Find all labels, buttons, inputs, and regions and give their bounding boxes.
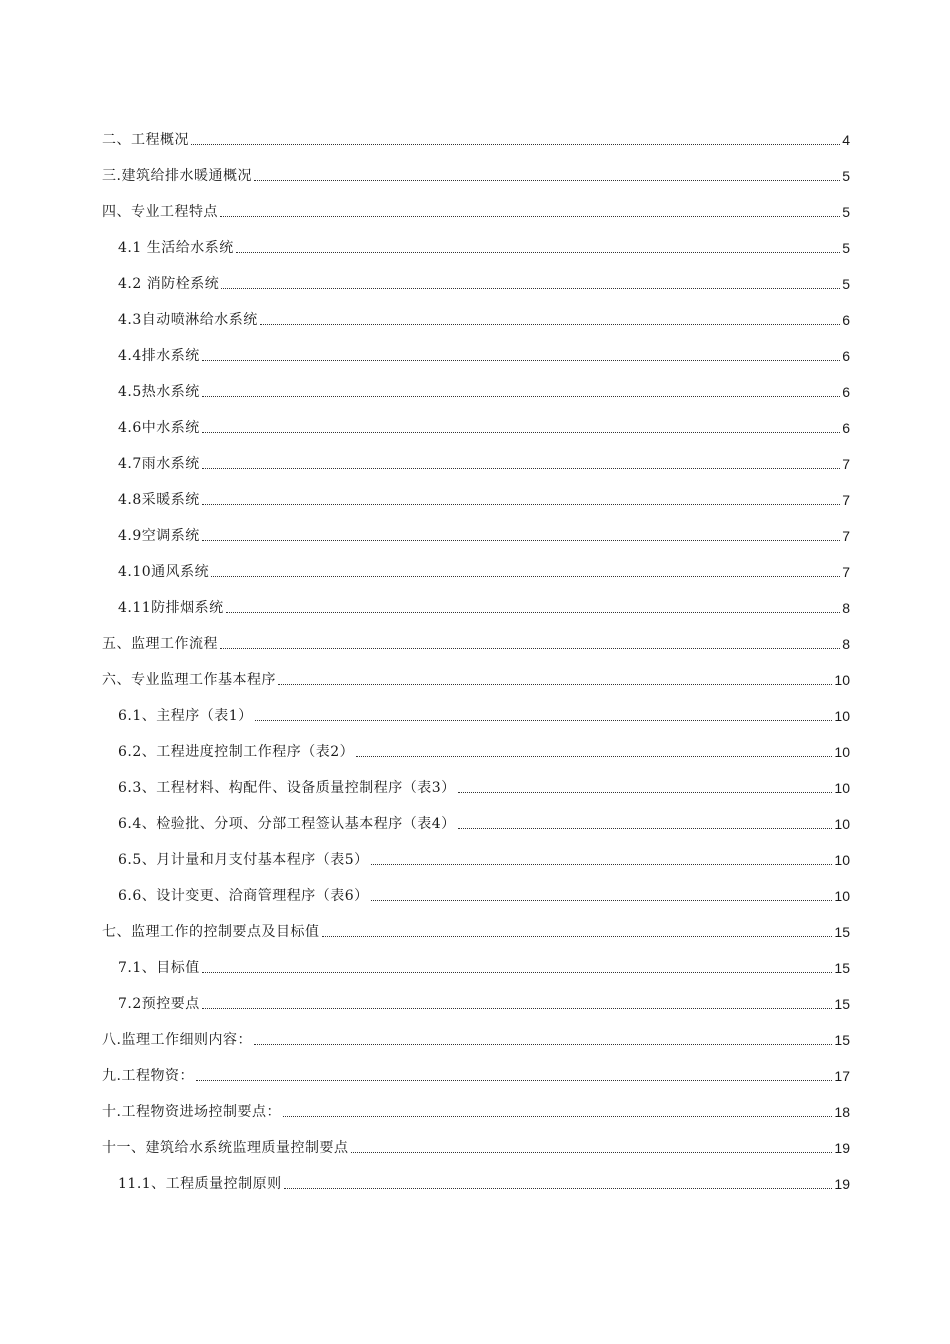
toc-entry-title: 4.1 生活给水系统 [118,240,234,256]
toc-entry[interactable] [102,302,850,338]
toc-dot-leader [255,719,833,721]
toc-entry-page-number: 8 [842,636,850,652]
toc-dot-leader [458,827,833,829]
toc-entry-title: 6.5、月计量和月支付基本程序（表5） [118,852,369,868]
toc-entry[interactable] [102,1166,850,1202]
toc-dot-leader [278,683,832,685]
toc-entry-page-number: 18 [834,1104,850,1120]
toc-entry[interactable] [102,662,850,698]
toc-entry-page-number: 10 [834,852,850,868]
toc-dot-leader [371,863,833,865]
toc-entry-page-number: 19 [834,1140,850,1156]
toc-entry[interactable] [102,950,850,986]
toc-dot-leader [202,971,833,973]
toc-dot-leader [202,359,840,361]
toc-dot-leader [254,179,840,181]
toc-entry[interactable] [102,554,850,590]
toc-entry-title: 三.建筑给排水暖通概况 [102,168,252,184]
toc-entry-page-number: 6 [842,420,850,436]
toc-dot-leader [371,899,833,901]
toc-entry-title: 4.9空调系统 [118,528,200,544]
toc-entry[interactable] [102,338,850,374]
toc-dot-leader [191,143,840,145]
toc-entry-title: 4.2 消防栓系统 [118,276,220,292]
toc-dot-leader [351,1151,833,1153]
toc-entry[interactable] [102,734,850,770]
toc-entry-page-number: 5 [842,240,850,256]
toc-entry-title: 4.3自动喷淋给水系统 [118,312,258,328]
toc-entry-page-number: 15 [834,1032,850,1048]
toc-dot-leader [254,1043,832,1045]
toc-entry[interactable] [102,446,850,482]
toc-entry-page-number: 6 [842,312,850,328]
toc-entry[interactable] [102,266,850,302]
toc-dot-leader [221,287,840,289]
toc-entry[interactable] [102,194,850,230]
toc-entry-page-number: 10 [834,708,850,724]
toc-entry-title: 7.1、目标值 [118,960,200,976]
toc-entry-title: 五、监理工作流程 [102,636,218,652]
toc-entry-title: 4.7雨水系统 [118,456,200,472]
toc-entry[interactable] [102,770,850,806]
toc-entry-page-number: 17 [834,1068,850,1084]
toc-entry-page-number: 7 [842,492,850,508]
toc-entry-title: 十一、建筑给水系统监理质量控制要点 [102,1140,349,1156]
toc-entry-title: 6.3、工程材料、构配件、设备质量控制程序（表3） [118,780,456,796]
toc-entry-title: 九.工程物资： [102,1068,194,1084]
toc-dot-leader [260,323,840,325]
toc-dot-leader [220,215,840,217]
toc-entry-page-number: 5 [842,168,850,184]
toc-entry-title: 二、工程概况 [102,132,189,148]
toc-entry-title: 6.4、检验批、分项、分部工程签认基本程序（表4） [118,816,456,832]
toc-entry-page-number: 4 [842,132,850,148]
toc-entry-title: 六、专业监理工作基本程序 [102,672,276,688]
toc-entry-page-number: 8 [842,600,850,616]
toc-dot-leader [202,1007,833,1009]
toc-entry-page-number: 15 [834,996,850,1012]
toc-entry-title: 6.6、设计变更、洽商管理程序（表6） [118,888,369,904]
toc-entry-page-number: 10 [834,780,850,796]
toc-dot-leader [226,611,841,613]
toc-dot-leader [202,395,840,397]
toc-entry-title: 十.工程物资进场控制要点： [102,1104,281,1120]
toc-dot-leader [196,1079,832,1081]
toc-entry-page-number: 7 [842,564,850,580]
toc-entry-page-number: 10 [834,888,850,904]
toc-entry[interactable] [102,482,850,518]
toc-entry-page-number: 15 [834,924,850,940]
toc-entry-page-number: 7 [842,456,850,472]
toc-dot-leader [458,791,833,793]
toc-dot-leader [202,431,840,433]
toc-entry[interactable] [102,410,850,446]
toc-entry-page-number: 7 [842,528,850,544]
toc-entry-title: 4.5热水系统 [118,384,200,400]
toc-entry-title: 4.8采暖系统 [118,492,200,508]
toc-entry-page-number: 6 [842,384,850,400]
toc-entry[interactable] [102,914,850,950]
toc-dot-leader [220,647,840,649]
toc-entry[interactable] [102,518,850,554]
toc-entry-title: 八.监理工作细则内容： [102,1032,252,1048]
toc-entry-title: 4.4排水系统 [118,348,200,364]
toc-entry[interactable] [102,158,850,194]
toc-entry-title: 七、监理工作的控制要点及目标值 [102,924,320,940]
toc-entry[interactable] [102,986,850,1022]
toc-entry-title: 4.11防排烟系统 [118,600,224,616]
toc-entry-title: 6.2、工程进度控制工作程序（表2） [118,744,355,760]
toc-entry-title: 4.10通风系统 [118,564,210,580]
toc-entry-page-number: 5 [842,204,850,220]
toc-entry-title: 4.6中水系统 [118,420,200,436]
toc-entry-page-number: 10 [834,744,850,760]
toc-entry-page-number: 10 [834,816,850,832]
toc-dot-leader [283,1115,832,1117]
toc-entry[interactable] [102,698,850,734]
toc-entry[interactable] [102,1022,850,1058]
toc-dot-leader [322,935,833,937]
toc-entry-title: 11.1、工程质量控制原则 [118,1176,282,1192]
toc-entry[interactable] [102,1130,850,1166]
toc-dot-leader [202,467,840,469]
table-of-contents [102,122,850,1202]
toc-entry-page-number: 10 [834,672,850,688]
toc-dot-leader [356,755,832,757]
toc-entry[interactable] [102,842,850,878]
toc-entry-page-number: 5 [842,276,850,292]
toc-entry-title: 四、专业工程特点 [102,204,218,220]
toc-dot-leader [284,1187,833,1189]
toc-entry-page-number: 6 [842,348,850,364]
toc-entry[interactable] [102,806,850,842]
toc-entry[interactable] [102,1094,850,1130]
toc-entry[interactable] [102,374,850,410]
toc-entry-page-number: 15 [834,960,850,976]
toc-entry-title: 6.1、主程序（表1） [118,708,253,724]
toc-dot-leader [202,503,840,505]
toc-dot-leader [236,251,840,253]
toc-entry[interactable] [102,1058,850,1094]
toc-entry-page-number: 19 [834,1176,850,1192]
toc-entry[interactable] [102,230,850,266]
toc-entry[interactable] [102,122,850,158]
toc-entry[interactable] [102,878,850,914]
toc-entry-title: 7.2预控要点 [118,996,200,1012]
toc-dot-leader [202,539,840,541]
toc-entry[interactable] [102,626,850,662]
toc-dot-leader [211,575,840,577]
toc-entry[interactable] [102,590,850,626]
